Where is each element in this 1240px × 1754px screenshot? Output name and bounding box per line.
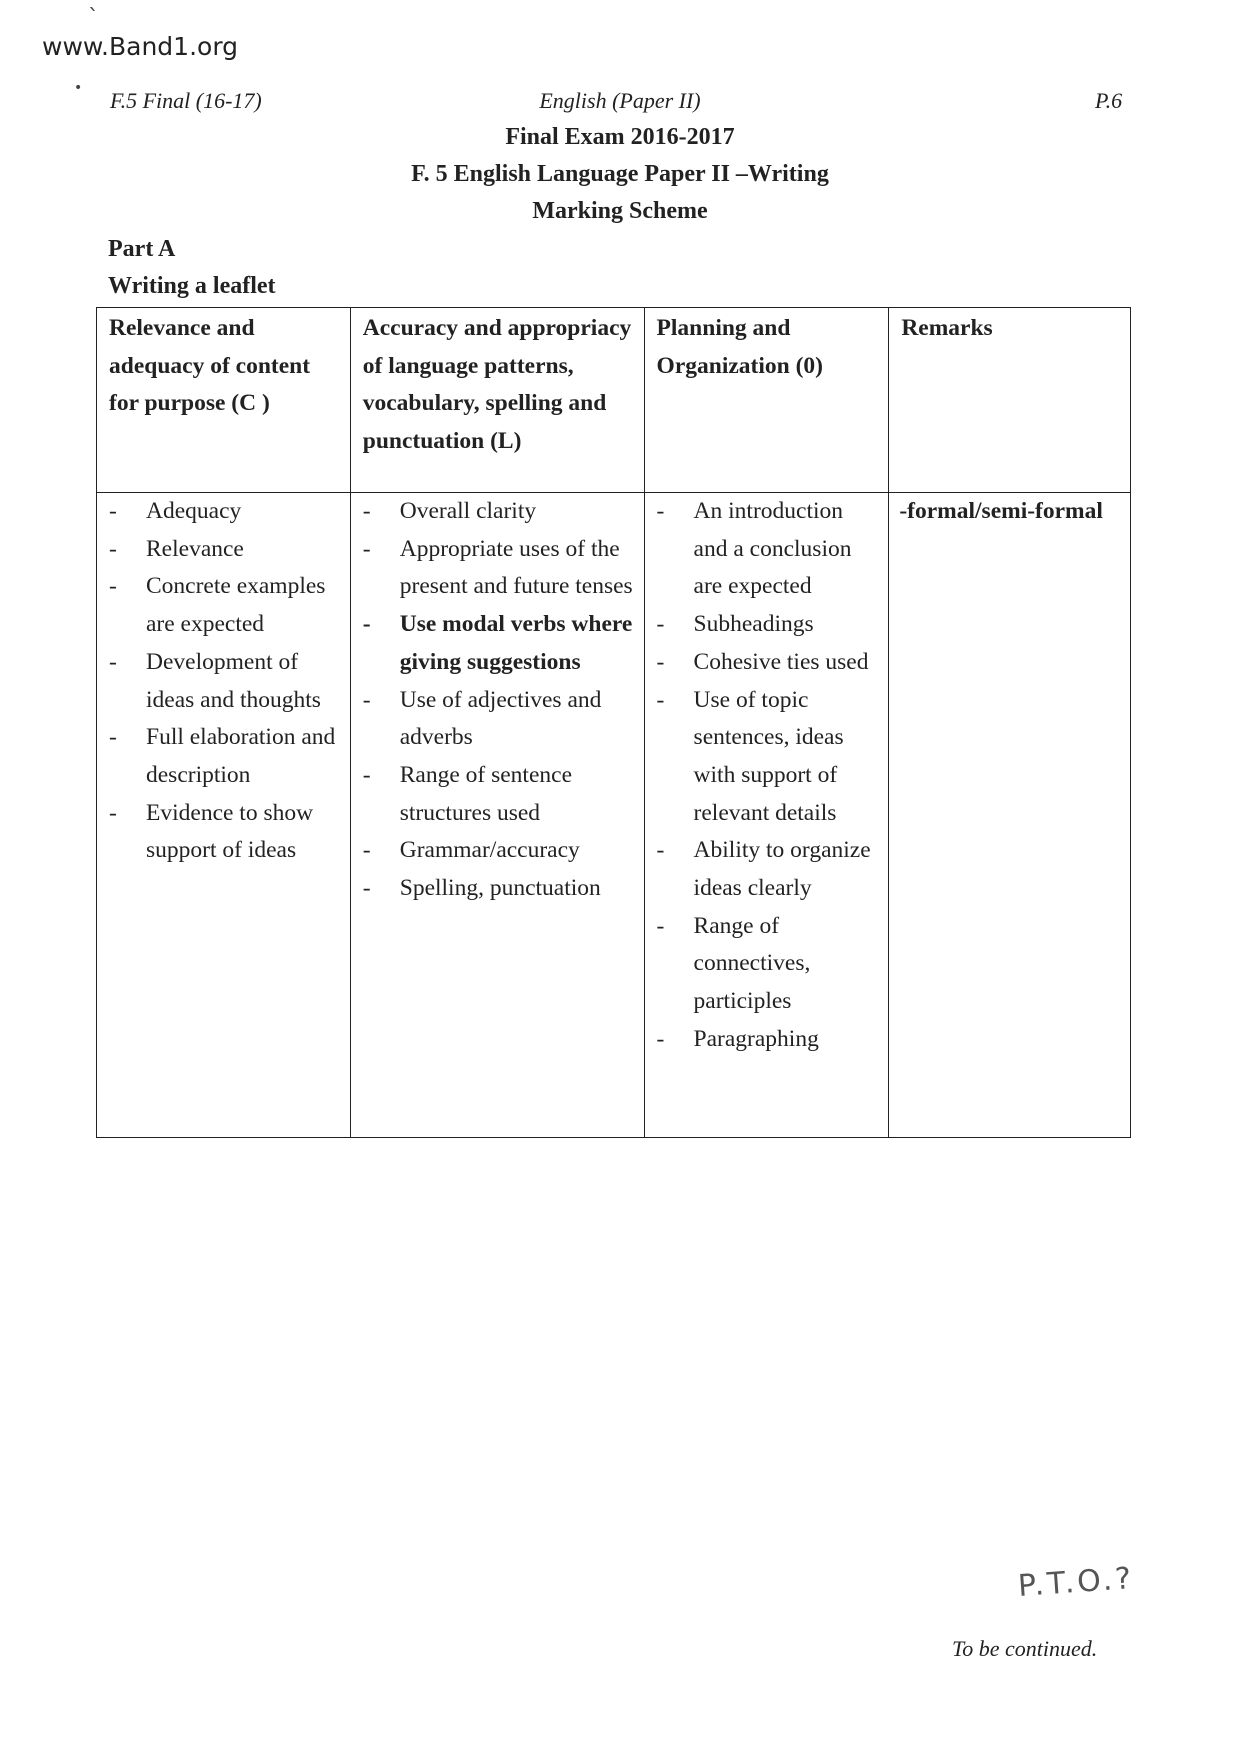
list-item: - Range of sentence structures used: [363, 757, 636, 832]
exam-title: Final Exam 2016-2017: [505, 124, 735, 150]
marking-scheme-table: [96, 307, 1131, 1138]
continued-note: To be continued.: [952, 1636, 1098, 1661]
list-item: - Appropriate uses of the present and future tenses: [363, 531, 636, 606]
list-item: - Use modal verbs where giving suggestions: [363, 606, 636, 681]
handwritten-pto: P.T.O.?: [1016, 1560, 1136, 1605]
list-item: - Cohesive ties used: [657, 644, 881, 682]
list-item: - Concrete examples are expected: [109, 568, 342, 643]
list-item: - An introduction and a conclusion are expected: [657, 493, 881, 606]
header-content: Relevance and adequacy of content for purpose (C ): [97, 308, 351, 493]
part-label: Part A: [108, 236, 176, 262]
header-organization: Planning and Organization (0): [644, 308, 889, 493]
table-row: [97, 493, 1131, 1138]
list-item: - Subheadings: [657, 606, 881, 644]
list-item: - Range of connectives, participles: [657, 908, 881, 1021]
header-course: F.5 Final (16-17): [110, 88, 262, 113]
scheme-title: Marking Scheme: [532, 198, 708, 224]
remarks-cell: -formal/semi-formal: [889, 493, 1131, 1138]
language-cell: [350, 493, 644, 1138]
list-item: - Full elaboration and description: [109, 719, 342, 794]
watermark: www.Band1.org: [42, 32, 239, 61]
header-page-number: P.6: [1095, 88, 1123, 113]
list-item: - Use of adjectives and adverbs: [363, 682, 636, 757]
list-item: - Spelling, punctuation: [363, 870, 636, 908]
task-label: Writing a leaflet: [108, 273, 276, 299]
table-header-row: [97, 308, 1131, 493]
list-item: - Ability to organize ideas clearly: [657, 832, 881, 907]
paper-title: F. 5 English Language Paper II –Writing: [411, 161, 829, 187]
content-cell: [97, 493, 351, 1138]
list-item: - Paragraphing: [657, 1021, 881, 1059]
list-item: - Overall clarity: [363, 493, 636, 531]
pen-mark-icon: ˋ: [88, 6, 99, 31]
list-item: - Use of topic sentences, ideas with support of relevant details: [657, 682, 881, 833]
organization-cell: [644, 493, 889, 1138]
list-item: - Relevance: [109, 531, 342, 569]
header-language: Accuracy and appropriacy of language patterns, vocabulary, spelling and punctuation (L): [350, 308, 644, 493]
header-remarks: Remarks: [889, 308, 1131, 493]
list-item: - Development of ideas and thoughts: [109, 644, 342, 719]
header-paper: English (Paper II): [539, 88, 701, 113]
bullet-mark-icon: •: [74, 80, 83, 96]
list-item: - Grammar/accuracy: [363, 832, 636, 870]
list-item: - Evidence to show support of ideas: [109, 795, 342, 870]
list-item: - Adequacy: [109, 493, 342, 531]
